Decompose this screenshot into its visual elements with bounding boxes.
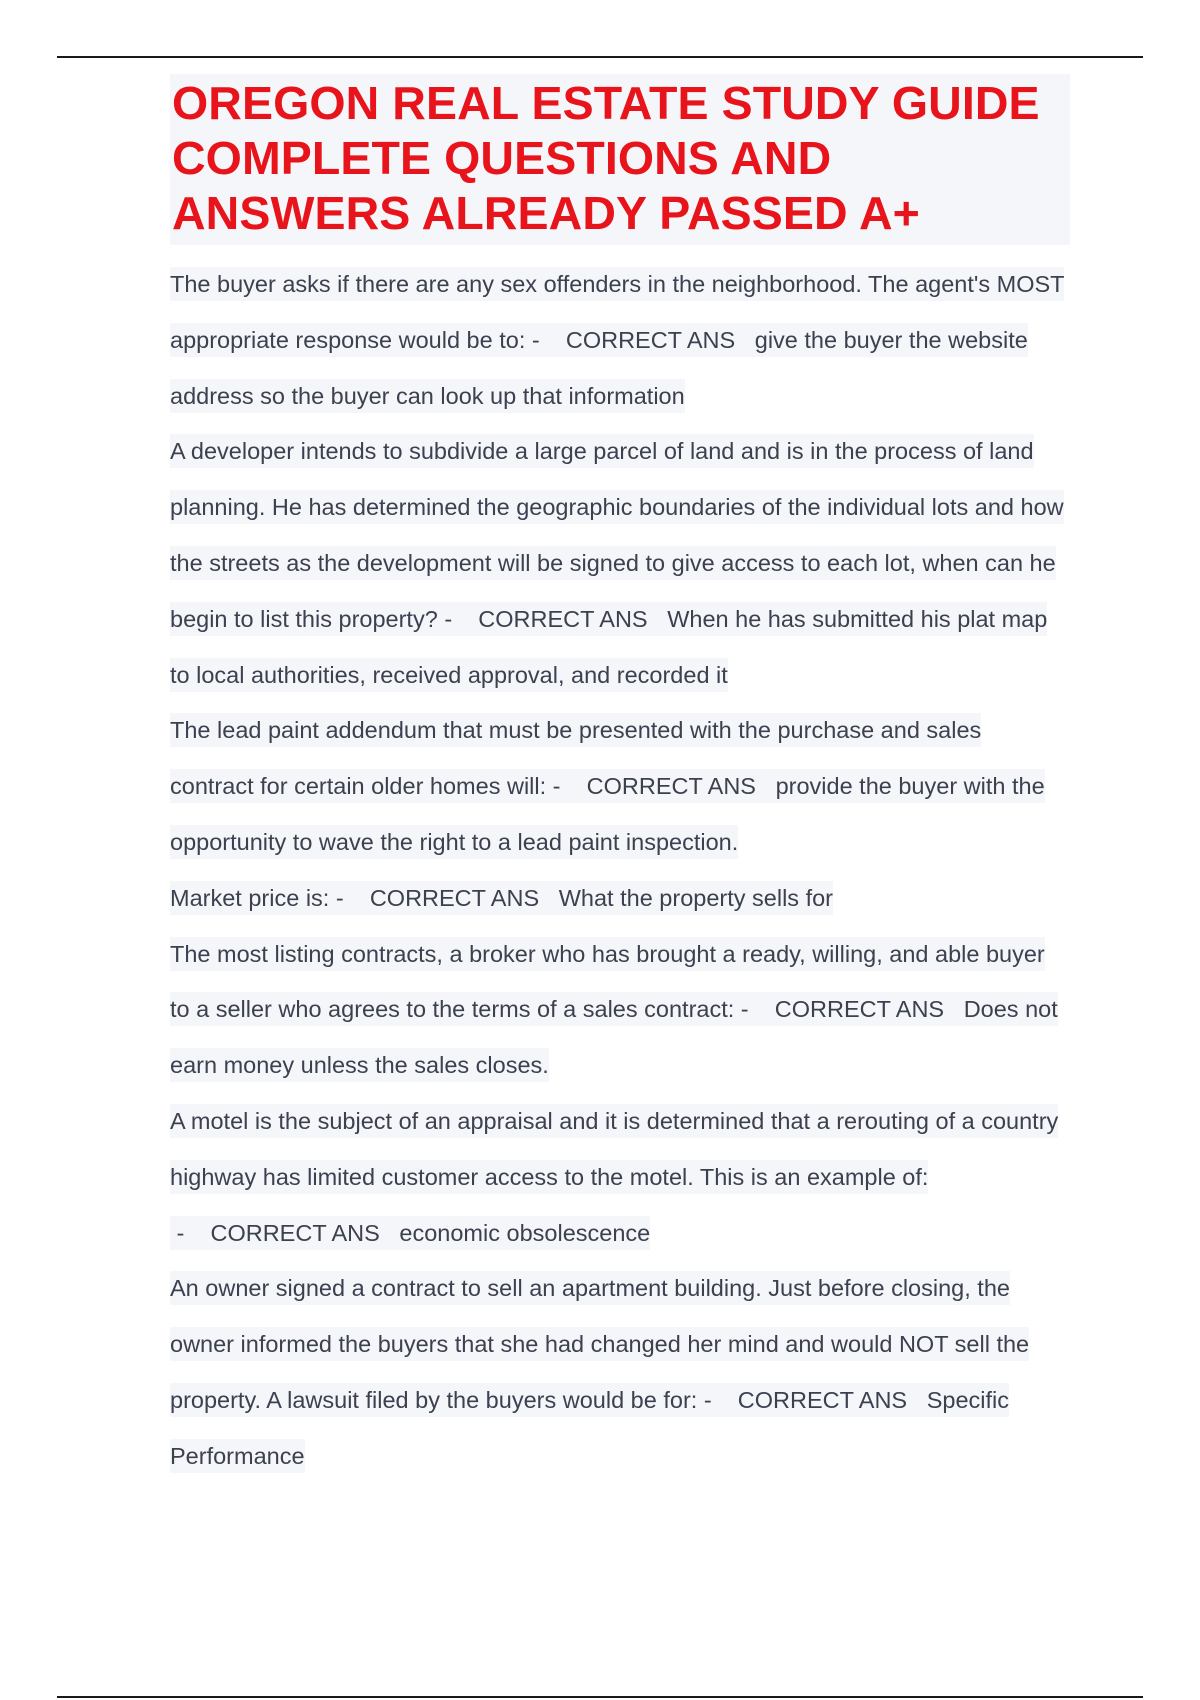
qa-item: The most listing contracts, a broker who has brought a ready, willing, and able buyer to a seller who agrees to the terms of a sales contract: - CORRECT ANS Does not earn money unless the sales closes. [170,927,1070,1094]
question-text: Market price is: [170,884,330,911]
answer-marker: CORRECT ANS [478,605,648,632]
qa-item: A motel is the subject of an appraisal and it is determined that a rerouting of a country highway has limited customer access to the motel. This is an example of: - CORRECT ANS economic obsolescence [170,1094,1070,1261]
answer-marker: CORRECT ANS [586,773,756,800]
document-body [170,74,1070,1485]
question-text: A developer intends to subdivide a large parcel of land and is in the process of land planning. He has determined the geographic boundaries of the individual lots and how the streets as the development will be signed to give access to each lot, when can he begin to list this property? [170,438,1064,632]
question-text: An owner signed a contract to sell an apartment building. Just before closing, the owner informed the buyers that she had changed her mind and would NOT sell the property. A lawsuit filed by the buyers would be for: [170,1275,1030,1413]
question-text: The lead paint addendum that must be presented with the purchase and sales contract for certain older homes will: [170,717,982,800]
answer-text: Does not earn money unless the sales closes. [170,996,1058,1079]
qa-item: The lead paint addendum that must be presented with the purchase and sales contract for certain older homes will: - CORRECT ANS provide the buyer with the opportunity to wave the right to a lead paint inspection. [170,703,1070,870]
footer-rule [57,1696,1143,1698]
qa-item: An owner signed a contract to sell an apartment building. Just before closing, the owner informed the buyers that she had changed her mind and would NOT sell the property. A lawsuit filed by the buyers would be for: - CORRECT ANS Specific Performance [170,1261,1070,1484]
answer-marker: CORRECT ANS [565,326,736,353]
qa-item: Market price is: - CORRECT ANS What the property sells for [170,871,1070,927]
answer-marker: CORRECT ANS [210,1219,380,1246]
answer-marker: CORRECT ANS [774,996,945,1023]
answer-text: provide the buyer with the opportunity to wave the right to a lead paint inspection. [170,773,1045,855]
answer-text: economic obsolescence [399,1219,651,1246]
answer-text: give the buyer the website address so the buyer can look up that information [170,326,1028,409]
document-title: OREGON REAL ESTATE STUDY GUIDE COMPLETE QUESTIONS AND ANSWERS ALREADY PASSED A+ [172,77,1040,239]
qa-item: A developer intends to subdivide a large parcel of land and is in the process of land planning. He has determined the geographic boundaries of the individual lots and how the streets as the development will be signed to give access to each lot, when can he begin to list this property? - CORRECT ANS When he has submitted his plat map to local authorities, received approval, and recorded it [170,424,1070,703]
question-text: The most listing contracts, a broker who has brought a ready, willing, and able buyer to a seller who agrees to the terms of a sales contract: [170,940,1045,1023]
answer-text: Specific Performance [170,1386,1009,1469]
question-text: A motel is the subject of an appraisal and it is determined that a rerouting of a country highway has limited customer access to the motel. This is an example of: [170,1107,1059,1190]
question-text: The buyer asks if there are any sex offenders in the neighborhood. The agent's MOST appropriate response would be to: [170,271,1065,353]
answer-marker: CORRECT ANS [737,1386,908,1413]
qa-item: The buyer asks if there are any sex offenders in the neighborhood. The agent's MOST appropriate response would be to: - CORRECT ANS give the buyer the website address so the buyer can look up that information [170,257,1070,424]
header-rule [57,56,1143,58]
answer-text: When he has submitted his plat map to local authorities, received approval, and recorded it [170,605,1048,688]
answer-text: What the property sells for [558,884,834,911]
answer-marker: CORRECT ANS [369,884,540,911]
title-block [170,74,1070,245]
